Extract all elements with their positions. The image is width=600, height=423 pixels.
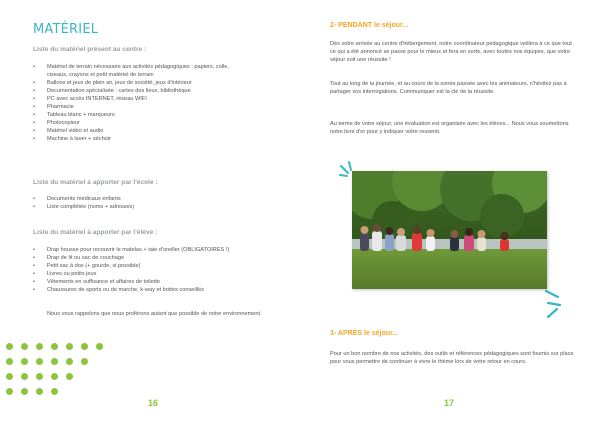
decorative-dot bbox=[21, 358, 28, 365]
decorative-rays-bottom-icon bbox=[540, 283, 570, 323]
group-photo bbox=[352, 171, 547, 289]
decorative-dot bbox=[21, 373, 28, 380]
list-item: • Liste complétée (noms + adresses) bbox=[33, 203, 278, 211]
list-item: • Matériel de terrain nécessaire aux activités pédagogiques : papiers, colle, bbox=[33, 63, 278, 71]
reminder-note bbox=[47, 310, 277, 318]
decorative-dot bbox=[66, 343, 73, 350]
section-title-pendant: 2- PENDANT le séjour... bbox=[330, 22, 409, 29]
list-item: • Documents médicaux enfants bbox=[33, 195, 278, 203]
decorative-dot bbox=[21, 343, 28, 350]
paragraph-apres-1: Pour un bon nombre de nos activités, des outils et références pédagogiques sont fournis sur place pour vous permettre de continuer à vivre le thème lors de votre retour en cours. bbox=[330, 351, 574, 365]
list-item: • Documentation spécialisée : cartes des lieux, bibliothèque bbox=[33, 87, 278, 95]
paragraph-pendant-2: Tout au long de la journée, et au cours de la soirée passée avec les animateurs, n'hésitez pas à partager vos interrogations. Communiquer est la clé de la réussite. bbox=[330, 81, 567, 95]
decorative-dot bbox=[51, 358, 58, 365]
decorative-dot bbox=[36, 343, 43, 350]
note-text: Nous vous rappelons que nous proférons bbox=[47, 311, 151, 317]
decorative-dot bbox=[6, 343, 13, 350]
list-item: • Vêtements en suffisance et affaires de toilette bbox=[33, 278, 278, 286]
list-item: • Drap de lit ou sac de couchage bbox=[33, 254, 278, 262]
list-ecole bbox=[33, 195, 278, 211]
section-title-apres: 3- APRÈS le séjour... bbox=[330, 330, 399, 337]
decorative-dot bbox=[66, 373, 73, 380]
decorative-dot bbox=[66, 358, 73, 365]
paragraph-pendant-3: Au terme de votre séjour, une évaluation est organisée avec les élèves... Nous vous soumettons notre livre d'or pour y indiquer votre ressenti. bbox=[330, 121, 569, 135]
list-item: • Drap housse pour recouvrir le matelas + taie d'oreiller (OBLIGATOIRES !) bbox=[33, 246, 278, 254]
note-text-end: que possible de notre environnement. bbox=[166, 311, 262, 317]
decorative-dot bbox=[6, 388, 13, 395]
decorative-dot bbox=[96, 343, 103, 350]
list-item: • Machine à laver + séchoir bbox=[33, 135, 278, 143]
list-eleve bbox=[33, 246, 278, 294]
decorative-dot bbox=[21, 388, 28, 395]
note-emphasis: autant bbox=[150, 311, 167, 317]
section-label-centre: Liste du matériel présent au centre : bbox=[33, 46, 147, 53]
decorative-dot bbox=[51, 388, 58, 395]
list-item: • Livres ou petits jeux bbox=[33, 270, 278, 278]
decorative-dot bbox=[51, 343, 58, 350]
decorative-dot bbox=[51, 373, 58, 380]
list-item: • Ballons et jeux de plein air, jeux de société, jeux d'intérieur bbox=[33, 79, 278, 87]
section-label-ecole: Liste du matériel à apporter par l'école : bbox=[33, 179, 158, 186]
page-number-left: 16 bbox=[148, 398, 159, 408]
list-item-continuation: ciseaux, crayons et petit matériel de terrain bbox=[47, 72, 154, 78]
decorative-dot bbox=[6, 373, 13, 380]
list-item: • Pharmacie bbox=[33, 103, 278, 111]
decorative-dot bbox=[36, 358, 43, 365]
page-number-right: 17 bbox=[444, 398, 455, 408]
list-item bbox=[33, 71, 278, 79]
children-by-lake-image bbox=[352, 171, 547, 289]
decorative-dot bbox=[6, 358, 13, 365]
list-item: • Chaussures de sports ou de marche, k-way et bottes conseillés bbox=[33, 286, 278, 294]
decorative-dot bbox=[36, 388, 43, 395]
list-item: • Photocopieur bbox=[33, 119, 278, 127]
section-label-eleve: Liste du matériel à apporter par l'élève : bbox=[33, 229, 158, 236]
decorative-dot bbox=[36, 373, 43, 380]
list-centre bbox=[33, 63, 278, 143]
list-item: • Matériel vidéo et audio bbox=[33, 127, 278, 135]
list-item: • Tableau blanc + marqueurs bbox=[33, 111, 278, 119]
decorative-dot bbox=[81, 358, 88, 365]
list-item: • PC avec accès INTERNET, réseau WIFI bbox=[33, 95, 278, 103]
page-heading: MATÉRIEL bbox=[33, 22, 99, 37]
list-item: • Petit sac à dos (+ gourde, si possible) bbox=[33, 262, 278, 270]
paragraph-pendant-1: Dès votre arrivée au centre d'hébergement, notre coordinateur pédagogique veillera à ce que tout ce qui a été annoncé se passe pour le mieux et fera en sorte, avec toutes nos équipes, que votre séjour soit une réussite ! bbox=[330, 41, 572, 63]
decorative-dot bbox=[81, 343, 88, 350]
